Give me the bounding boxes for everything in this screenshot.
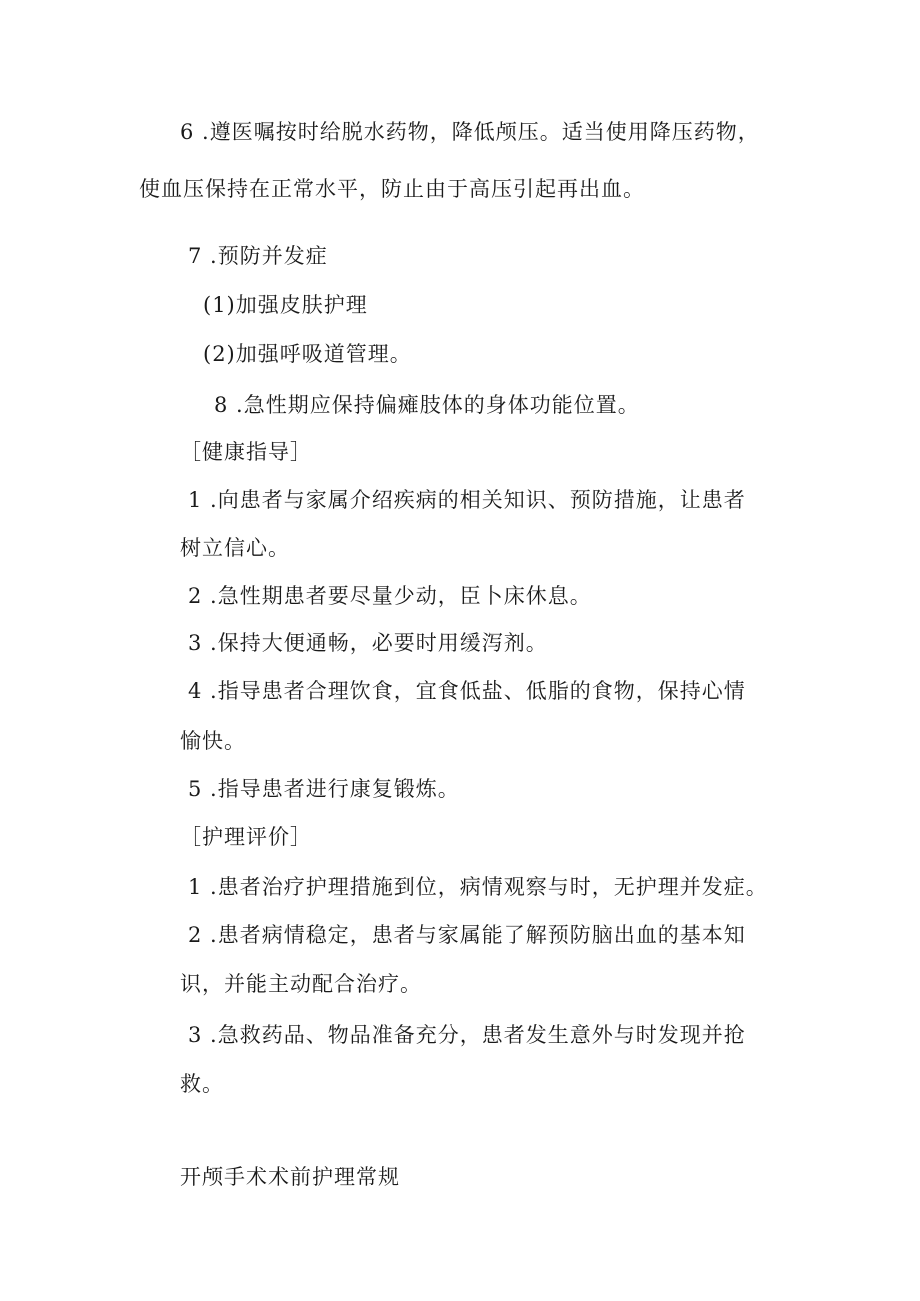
section-heading-health-guidance: ［健康指导］: [180, 440, 312, 464]
evaluation-item-2-line-2: 识，并能主动配合治疗。: [180, 972, 422, 996]
guidance-item-4-line-2: 愉快。: [180, 729, 246, 753]
evaluation-item-3-line-2: 救。: [180, 1072, 224, 1096]
paragraph-6-line-2: 使血压保持在正常水平，防止由于高压引起再出血。: [139, 177, 645, 201]
item-7-heading: 7 .预防并发症: [188, 244, 328, 268]
guidance-item-1-line-1: 1 .向患者与家属介绍疾病的相关知识、预防措施，让患者: [188, 488, 746, 512]
guidance-item-5: 5 .指导患者进行康复锻炼。: [188, 777, 460, 801]
paragraph-6-line-1: 6 .遵医嘱按时给脱水药物，降低颅压。适当使用降压药物，: [180, 120, 760, 144]
next-section-title: 开颅手术术前护理常规: [180, 1165, 400, 1189]
item-7-sub-1: (1)加强皮肤护理: [203, 293, 368, 317]
evaluation-item-3-line-1: 3 .急救药品、物品准备充分，患者发生意外与时发现并抢: [188, 1023, 746, 1047]
guidance-item-3: 3 .保持大便通畅，必要时用缓泻剂。: [188, 631, 548, 655]
item-8: 8 .急性期应保持偏瘫肢体的身体功能位置。: [214, 393, 640, 417]
guidance-item-4-line-1: 4 .指导患者合理饮食，宜食低盐、低脂的食物，保持心情: [188, 679, 746, 703]
guidance-item-2: 2 .急性期患者要尽量少动，臣卜床休息。: [188, 584, 592, 608]
evaluation-item-1: 1 .患者治疗护理措施到位，病情观察与时，无护理并发症。: [188, 875, 768, 899]
section-heading-nursing-evaluation: ［护理评价］: [180, 825, 312, 849]
evaluation-item-2-line-1: 2 .患者病情稳定，患者与家属能了解预防脑出血的基本知: [188, 923, 746, 947]
item-7-sub-2: (2)加强呼吸道管理。: [203, 342, 412, 366]
guidance-item-1-line-2: 树立信心。: [180, 536, 290, 560]
